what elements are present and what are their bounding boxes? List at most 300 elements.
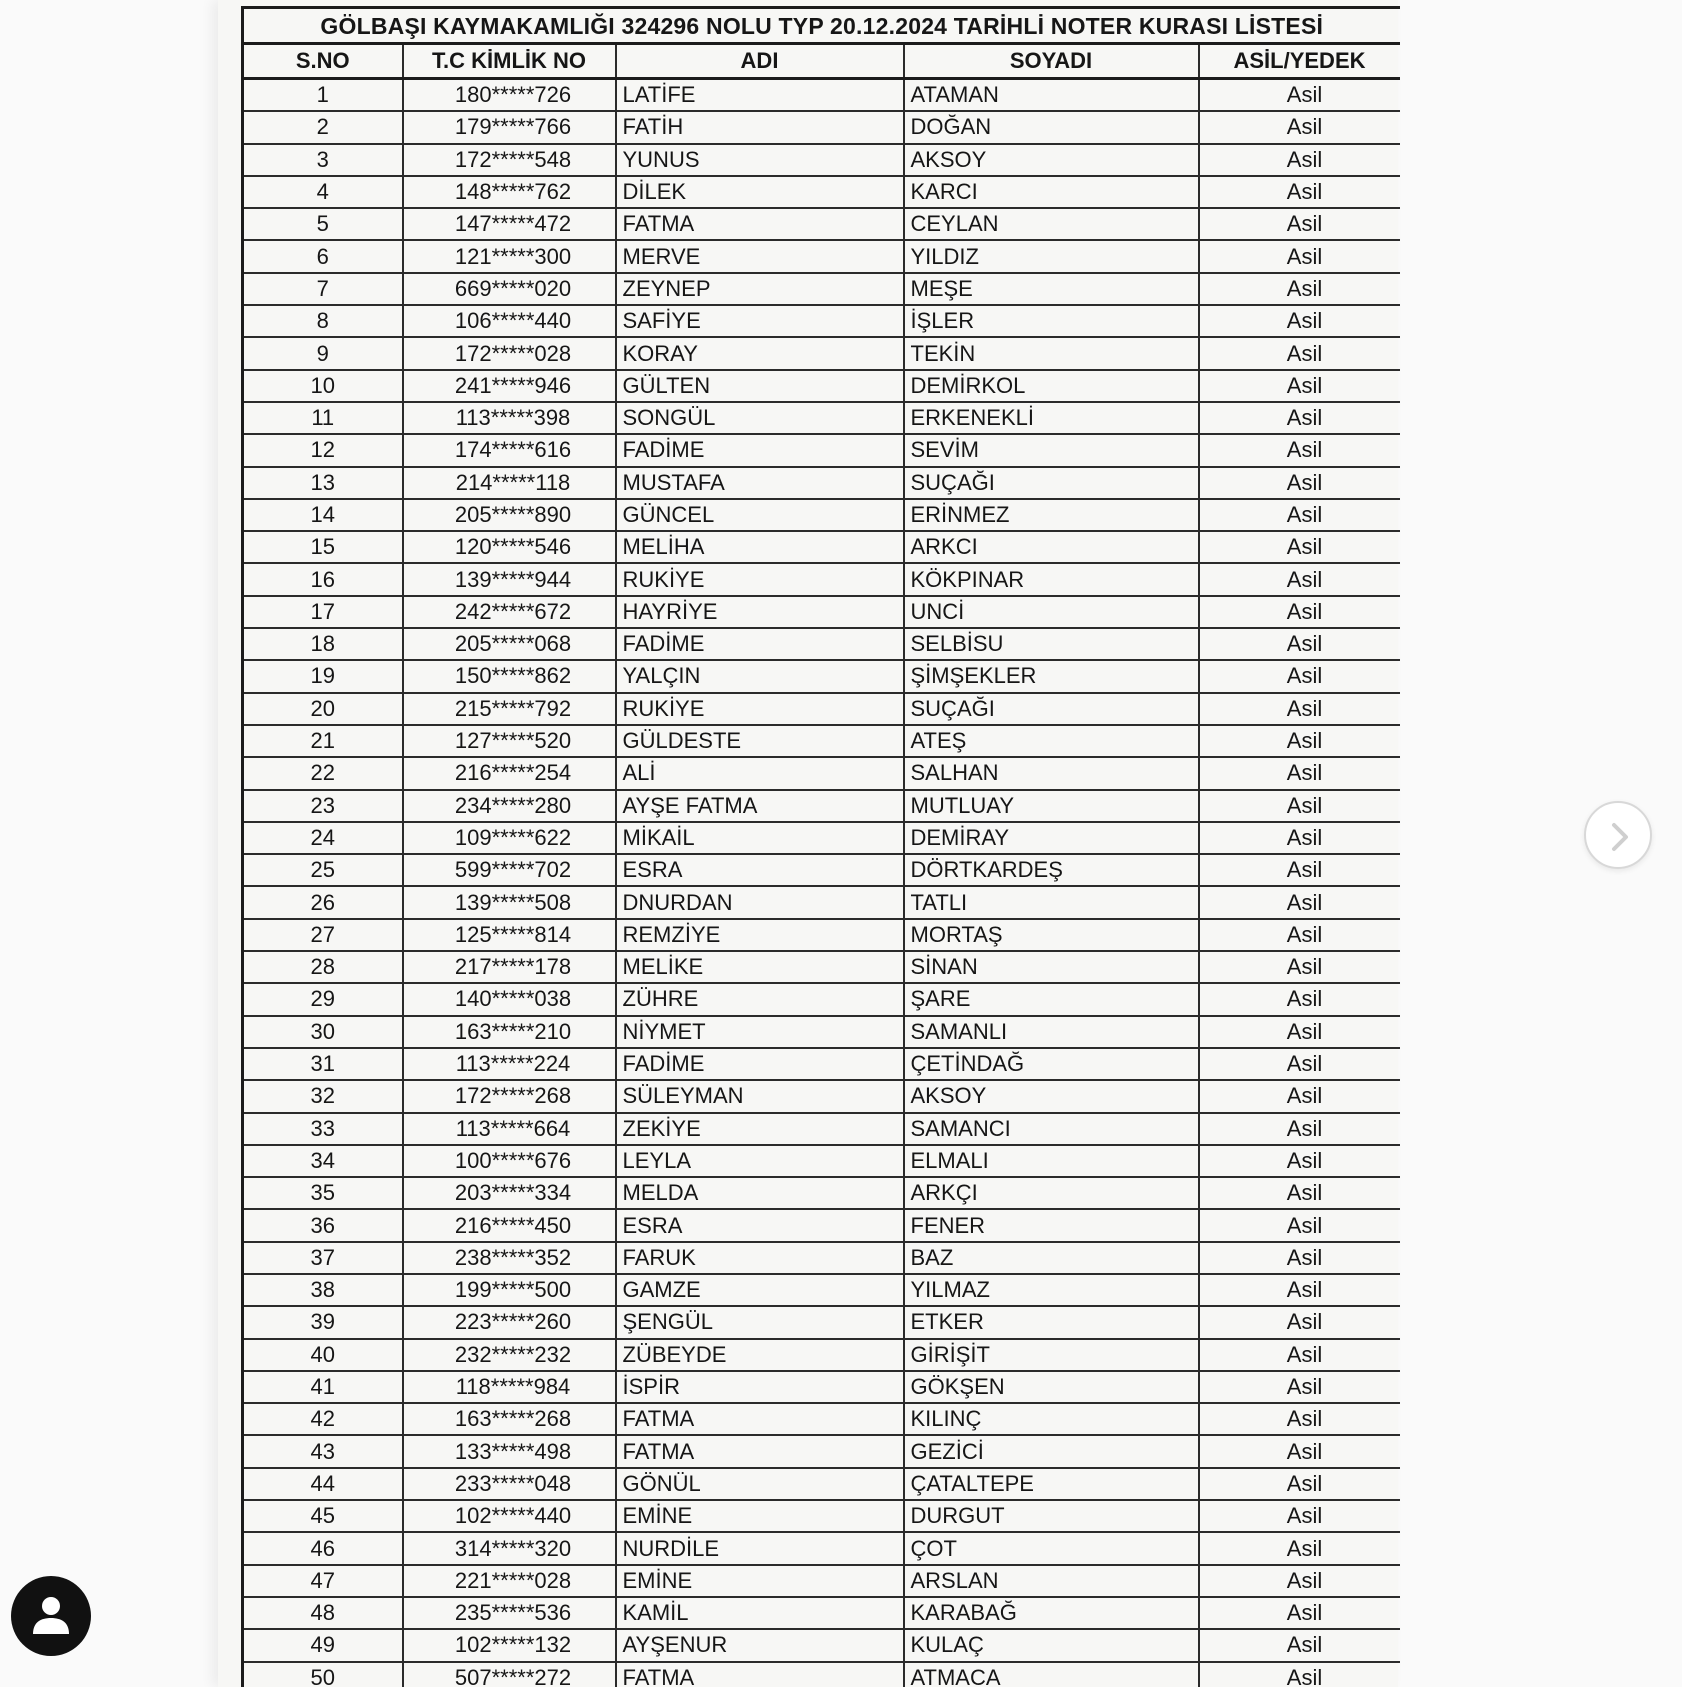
row-tc-kimlik: 216*****254 <box>403 757 616 789</box>
table-row <box>243 434 1400 466</box>
row-sno: 46 <box>243 1532 403 1564</box>
row-tc-kimlik: 241*****946 <box>403 370 616 402</box>
row-asil-yedek: Asil <box>1199 1468 1400 1500</box>
table-row <box>243 499 1400 531</box>
row-asil-yedek: Asil <box>1199 628 1400 660</box>
row-adi: SONGÜL <box>616 402 904 434</box>
row-asil-yedek: Asil <box>1199 1048 1400 1080</box>
row-sno: 6 <box>243 240 403 272</box>
row-sno: 18 <box>243 628 403 660</box>
row-asil-yedek: Asil <box>1199 1177 1400 1209</box>
row-adi: KORAY <box>616 337 904 369</box>
row-asil-yedek: Asil <box>1199 1242 1400 1274</box>
row-tc-kimlik: 669*****020 <box>403 273 616 305</box>
row-asil-yedek: Asil <box>1199 1403 1400 1435</box>
row-adi: DNURDAN <box>616 886 904 918</box>
row-soyadi: ATMACA <box>904 1662 1199 1687</box>
table-body <box>243 79 1400 1687</box>
row-adi: YALÇIN <box>616 660 904 692</box>
row-soyadi: KULAÇ <box>904 1629 1199 1661</box>
row-asil-yedek: Asil <box>1199 1274 1400 1306</box>
table-row <box>243 693 1400 725</box>
row-soyadi: SAMANCI <box>904 1113 1199 1145</box>
row-adi: NİYMET <box>616 1016 904 1048</box>
row-tc-kimlik: 113*****224 <box>403 1048 616 1080</box>
row-soyadi: ARKÇI <box>904 1177 1199 1209</box>
row-asil-yedek: Asil <box>1199 176 1400 208</box>
user-icon <box>31 1594 71 1638</box>
row-asil-yedek: Asil <box>1199 1597 1400 1629</box>
row-tc-kimlik: 140*****038 <box>403 983 616 1015</box>
row-adi: FADİME <box>616 1048 904 1080</box>
row-asil-yedek: Asil <box>1199 1306 1400 1338</box>
row-sno: 1 <box>243 79 403 112</box>
row-soyadi: ETKER <box>904 1306 1199 1338</box>
row-asil-yedek: Asil <box>1199 531 1400 563</box>
table-row <box>243 757 1400 789</box>
row-soyadi: BAZ <box>904 1242 1199 1274</box>
next-button[interactable] <box>1584 801 1652 869</box>
table-row <box>243 467 1400 499</box>
row-sno: 11 <box>243 402 403 434</box>
row-adi: GÜNCEL <box>616 499 904 531</box>
row-soyadi: KILINÇ <box>904 1403 1199 1435</box>
row-asil-yedek: Asil <box>1199 79 1400 112</box>
row-tc-kimlik: 172*****268 <box>403 1080 616 1112</box>
table-row <box>243 1080 1400 1112</box>
row-sno: 13 <box>243 467 403 499</box>
row-tc-kimlik: 314*****320 <box>403 1532 616 1564</box>
row-sno: 48 <box>243 1597 403 1629</box>
row-tc-kimlik: 234*****280 <box>403 790 616 822</box>
row-sno: 5 <box>243 208 403 240</box>
row-adi: ZEKİYE <box>616 1113 904 1145</box>
row-asil-yedek: Asil <box>1199 1339 1400 1371</box>
row-asil-yedek: Asil <box>1199 1662 1400 1687</box>
row-asil-yedek: Asil <box>1199 1435 1400 1467</box>
row-soyadi: SEVİM <box>904 434 1199 466</box>
row-soyadi: SİNAN <box>904 951 1199 983</box>
row-sno: 40 <box>243 1339 403 1371</box>
table-row <box>243 1597 1400 1629</box>
row-soyadi: MEŞE <box>904 273 1199 305</box>
row-tc-kimlik: 238*****352 <box>403 1242 616 1274</box>
row-adi: MUSTAFA <box>616 467 904 499</box>
row-adi: SAFİYE <box>616 305 904 337</box>
table-row <box>243 240 1400 272</box>
table-row <box>243 1242 1400 1274</box>
row-tc-kimlik: 180*****726 <box>403 79 616 112</box>
row-tc-kimlik: 127*****520 <box>403 725 616 757</box>
row-soyadi: YILMAZ <box>904 1274 1199 1306</box>
row-soyadi: MUTLUAY <box>904 790 1199 822</box>
row-soyadi: SELBİSU <box>904 628 1199 660</box>
row-sno: 23 <box>243 790 403 822</box>
row-asil-yedek: Asil <box>1199 370 1400 402</box>
table-row <box>243 1532 1400 1564</box>
row-sno: 12 <box>243 434 403 466</box>
column-header-sno: S.NO <box>243 44 403 79</box>
row-soyadi: GEZİCİ <box>904 1435 1199 1467</box>
row-adi: AYŞENUR <box>616 1629 904 1661</box>
row-tc-kimlik: 221*****028 <box>403 1565 616 1597</box>
row-soyadi: DOĞAN <box>904 111 1199 143</box>
row-tc-kimlik: 242*****672 <box>403 596 616 628</box>
row-soyadi: ELMALI <box>904 1145 1199 1177</box>
row-adi: FATMA <box>616 1435 904 1467</box>
row-soyadi: DEMİRKOL <box>904 370 1199 402</box>
table-row <box>243 951 1400 983</box>
row-adi: ZÜBEYDE <box>616 1339 904 1371</box>
row-tc-kimlik: 163*****268 <box>403 1403 616 1435</box>
row-sno: 19 <box>243 660 403 692</box>
row-soyadi: AKSOY <box>904 1080 1199 1112</box>
row-asil-yedek: Asil <box>1199 434 1400 466</box>
row-sno: 36 <box>243 1209 403 1241</box>
row-tc-kimlik: 199*****500 <box>403 1274 616 1306</box>
row-tc-kimlik: 217*****178 <box>403 951 616 983</box>
row-soyadi: CEYLAN <box>904 208 1199 240</box>
row-sno: 26 <box>243 886 403 918</box>
row-asil-yedek: Asil <box>1199 886 1400 918</box>
row-asil-yedek: Asil <box>1199 693 1400 725</box>
row-adi: MELDA <box>616 1177 904 1209</box>
row-sno: 35 <box>243 1177 403 1209</box>
document-title: GÖLBAŞI KAYMAKAMLIĞI 324296 NOLU TYP 20.12.2024 TARİHLİ NOTER KURASI LİSTESİ <box>243 8 1400 44</box>
row-adi: GÜLDESTE <box>616 725 904 757</box>
row-tc-kimlik: 172*****548 <box>403 144 616 176</box>
row-sno: 17 <box>243 596 403 628</box>
row-adi: ZÜHRE <box>616 983 904 1015</box>
row-tc-kimlik: 113*****398 <box>403 402 616 434</box>
row-soyadi: SUÇAĞI <box>904 467 1199 499</box>
row-sno: 10 <box>243 370 403 402</box>
row-adi: FADİME <box>616 628 904 660</box>
row-tc-kimlik: 599*****702 <box>403 854 616 886</box>
row-asil-yedek: Asil <box>1199 1113 1400 1145</box>
table-row <box>243 1145 1400 1177</box>
row-soyadi: TEKİN <box>904 337 1199 369</box>
row-sno: 8 <box>243 305 403 337</box>
row-tc-kimlik: 205*****068 <box>403 628 616 660</box>
row-tc-kimlik: 109*****622 <box>403 822 616 854</box>
row-asil-yedek: Asil <box>1199 305 1400 337</box>
row-adi: KAMİL <box>616 1597 904 1629</box>
row-adi: MERVE <box>616 240 904 272</box>
row-sno: 34 <box>243 1145 403 1177</box>
row-asil-yedek: Asil <box>1199 1209 1400 1241</box>
row-adi: RUKİYE <box>616 563 904 595</box>
row-tc-kimlik: 172*****028 <box>403 337 616 369</box>
row-asil-yedek: Asil <box>1199 1371 1400 1403</box>
row-sno: 43 <box>243 1435 403 1467</box>
row-asil-yedek: Asil <box>1199 337 1400 369</box>
row-sno: 49 <box>243 1629 403 1661</box>
column-header-ad: ADI <box>616 44 904 79</box>
row-tc-kimlik: 148*****762 <box>403 176 616 208</box>
row-sno: 30 <box>243 1016 403 1048</box>
table-row <box>243 1371 1400 1403</box>
row-adi: NURDİLE <box>616 1532 904 1564</box>
row-sno: 22 <box>243 757 403 789</box>
row-soyadi: GÖKŞEN <box>904 1371 1199 1403</box>
row-soyadi: ARKCI <box>904 531 1199 563</box>
row-tc-kimlik: 203*****334 <box>403 1177 616 1209</box>
row-adi: FATMA <box>616 208 904 240</box>
row-soyadi: SUÇAĞI <box>904 693 1199 725</box>
table-row <box>243 176 1400 208</box>
table-row <box>243 208 1400 240</box>
row-tc-kimlik: 121*****300 <box>403 240 616 272</box>
table-row <box>243 370 1400 402</box>
row-sno: 2 <box>243 111 403 143</box>
table-row <box>243 563 1400 595</box>
row-soyadi: ÇETİNDAĞ <box>904 1048 1199 1080</box>
row-adi: ESRA <box>616 854 904 886</box>
table-row <box>243 983 1400 1015</box>
row-soyadi: ERİNMEZ <box>904 499 1199 531</box>
row-soyadi: TATLI <box>904 886 1199 918</box>
row-asil-yedek: Asil <box>1199 1145 1400 1177</box>
row-tc-kimlik: 205*****890 <box>403 499 616 531</box>
chevron-right-icon <box>1606 821 1634 853</box>
row-asil-yedek: Asil <box>1199 111 1400 143</box>
row-asil-yedek: Asil <box>1199 854 1400 886</box>
row-adi: REMZİYE <box>616 919 904 951</box>
row-asil-yedek: Asil <box>1199 1532 1400 1564</box>
row-tc-kimlik: 120*****546 <box>403 531 616 563</box>
row-adi: ALİ <box>616 757 904 789</box>
table-row <box>243 1339 1400 1371</box>
table-row <box>243 531 1400 563</box>
table-row <box>243 1274 1400 1306</box>
row-adi: FATMA <box>616 1662 904 1687</box>
row-tc-kimlik: 507*****272 <box>403 1662 616 1687</box>
table-row <box>243 111 1400 143</box>
row-sno: 28 <box>243 951 403 983</box>
row-sno: 38 <box>243 1274 403 1306</box>
row-tc-kimlik: 235*****536 <box>403 1597 616 1629</box>
column-header-tc: T.C KİMLİK NO <box>403 44 616 79</box>
row-asil-yedek: Asil <box>1199 983 1400 1015</box>
row-tc-kimlik: 118*****984 <box>403 1371 616 1403</box>
table-row <box>243 725 1400 757</box>
table-row <box>243 1113 1400 1145</box>
row-sno: 20 <box>243 693 403 725</box>
row-asil-yedek: Asil <box>1199 273 1400 305</box>
row-sno: 29 <box>243 983 403 1015</box>
row-sno: 42 <box>243 1403 403 1435</box>
table-row <box>243 1177 1400 1209</box>
row-adi: MELİKE <box>616 951 904 983</box>
row-tc-kimlik: 150*****862 <box>403 660 616 692</box>
row-sno: 24 <box>243 822 403 854</box>
row-tc-kimlik: 147*****472 <box>403 208 616 240</box>
row-tc-kimlik: 214*****118 <box>403 467 616 499</box>
table-row <box>243 79 1400 112</box>
row-asil-yedek: Asil <box>1199 563 1400 595</box>
row-sno: 31 <box>243 1048 403 1080</box>
header-row <box>243 44 1400 79</box>
row-soyadi: KÖKPINAR <box>904 563 1199 595</box>
row-soyadi: ÇATALTEPE <box>904 1468 1199 1500</box>
table-row <box>243 1565 1400 1597</box>
row-sno: 44 <box>243 1468 403 1500</box>
row-adi: EMİNE <box>616 1565 904 1597</box>
row-tc-kimlik: 113*****664 <box>403 1113 616 1145</box>
row-soyadi: SALHAN <box>904 757 1199 789</box>
row-sno: 50 <box>243 1662 403 1687</box>
table-row <box>243 337 1400 369</box>
row-adi: AYŞE FATMA <box>616 790 904 822</box>
row-adi: ŞENGÜL <box>616 1306 904 1338</box>
row-adi: İSPİR <box>616 1371 904 1403</box>
row-asil-yedek: Asil <box>1199 1500 1400 1532</box>
table-row <box>243 822 1400 854</box>
row-adi: SÜLEYMAN <box>616 1080 904 1112</box>
table-row <box>243 1662 1400 1687</box>
row-sno: 47 <box>243 1565 403 1597</box>
row-adi: YUNUS <box>616 144 904 176</box>
row-sno: 21 <box>243 725 403 757</box>
row-tc-kimlik: 106*****440 <box>403 305 616 337</box>
row-sno: 27 <box>243 919 403 951</box>
row-soyadi: MORTAŞ <box>904 919 1199 951</box>
row-tc-kimlik: 215*****792 <box>403 693 616 725</box>
row-soyadi: SAMANLI <box>904 1016 1199 1048</box>
row-sno: 45 <box>243 1500 403 1532</box>
profile-avatar-button[interactable] <box>11 1576 91 1656</box>
row-tc-kimlik: 223*****260 <box>403 1306 616 1338</box>
row-adi: DİLEK <box>616 176 904 208</box>
row-asil-yedek: Asil <box>1199 660 1400 692</box>
row-soyadi: İŞLER <box>904 305 1199 337</box>
row-asil-yedek: Asil <box>1199 1565 1400 1597</box>
row-asil-yedek: Asil <box>1199 951 1400 983</box>
draw-list-table <box>241 6 1400 1687</box>
table-row <box>243 660 1400 692</box>
row-asil-yedek: Asil <box>1199 757 1400 789</box>
row-tc-kimlik: 125*****814 <box>403 919 616 951</box>
table-row <box>243 273 1400 305</box>
row-sno: 39 <box>243 1306 403 1338</box>
row-asil-yedek: Asil <box>1199 240 1400 272</box>
row-adi: GAMZE <box>616 1274 904 1306</box>
row-asil-yedek: Asil <box>1199 596 1400 628</box>
row-soyadi: ATEŞ <box>904 725 1199 757</box>
row-tc-kimlik: 100*****676 <box>403 1145 616 1177</box>
row-asil-yedek: Asil <box>1199 1016 1400 1048</box>
row-soyadi: ATAMAN <box>904 79 1199 112</box>
row-soyadi: YILDIZ <box>904 240 1199 272</box>
row-soyadi: FENER <box>904 1209 1199 1241</box>
row-soyadi: UNCİ <box>904 596 1199 628</box>
row-sno: 9 <box>243 337 403 369</box>
row-tc-kimlik: 179*****766 <box>403 111 616 143</box>
row-tc-kimlik: 233*****048 <box>403 1468 616 1500</box>
row-sno: 32 <box>243 1080 403 1112</box>
table-row <box>243 402 1400 434</box>
row-tc-kimlik: 232*****232 <box>403 1339 616 1371</box>
row-asil-yedek: Asil <box>1199 144 1400 176</box>
row-adi: RUKİYE <box>616 693 904 725</box>
row-adi: GÜLTEN <box>616 370 904 402</box>
row-asil-yedek: Asil <box>1199 919 1400 951</box>
table-row <box>243 1468 1400 1500</box>
row-asil-yedek: Asil <box>1199 402 1400 434</box>
row-tc-kimlik: 163*****210 <box>403 1016 616 1048</box>
table-row <box>243 596 1400 628</box>
row-sno: 41 <box>243 1371 403 1403</box>
row-adi: FADİME <box>616 434 904 466</box>
row-adi: GÖNÜL <box>616 1468 904 1500</box>
row-sno: 16 <box>243 563 403 595</box>
table-row <box>243 919 1400 951</box>
row-adi: LEYLA <box>616 1145 904 1177</box>
row-soyadi: AKSOY <box>904 144 1199 176</box>
row-tc-kimlik: 216*****450 <box>403 1209 616 1241</box>
row-asil-yedek: Asil <box>1199 208 1400 240</box>
row-sno: 7 <box>243 273 403 305</box>
title-row <box>243 8 1400 44</box>
row-soyadi: ÇOT <box>904 1532 1199 1564</box>
row-adi: FATMA <box>616 1403 904 1435</box>
row-tc-kimlik: 174*****616 <box>403 434 616 466</box>
row-tc-kimlik: 133*****498 <box>403 1435 616 1467</box>
column-header-asil-yedek: ASİL/YEDEK <box>1199 44 1400 79</box>
table-row <box>243 1209 1400 1241</box>
row-soyadi: DÖRTKARDEŞ <box>904 854 1199 886</box>
table-row <box>243 1048 1400 1080</box>
row-sno: 33 <box>243 1113 403 1145</box>
row-soyadi: GİRİŞİT <box>904 1339 1199 1371</box>
row-tc-kimlik: 139*****944 <box>403 563 616 595</box>
table-row <box>243 1500 1400 1532</box>
row-adi: FATİH <box>616 111 904 143</box>
table-row <box>243 790 1400 822</box>
table-row <box>243 1306 1400 1338</box>
table-row <box>243 1435 1400 1467</box>
table-row <box>243 854 1400 886</box>
row-adi: MİKAİL <box>616 822 904 854</box>
row-adi: FARUK <box>616 1242 904 1274</box>
column-header-soyad: SOYADI <box>904 44 1199 79</box>
row-soyadi: DURGUT <box>904 1500 1199 1532</box>
row-tc-kimlik: 139*****508 <box>403 886 616 918</box>
row-sno: 37 <box>243 1242 403 1274</box>
row-asil-yedek: Asil <box>1199 725 1400 757</box>
table-row <box>243 628 1400 660</box>
row-asil-yedek: Asil <box>1199 790 1400 822</box>
row-soyadi: ARSLAN <box>904 1565 1199 1597</box>
table-row <box>243 305 1400 337</box>
row-asil-yedek: Asil <box>1199 1629 1400 1661</box>
row-sno: 3 <box>243 144 403 176</box>
row-sno: 15 <box>243 531 403 563</box>
row-asil-yedek: Asil <box>1199 467 1400 499</box>
row-tc-kimlik: 102*****440 <box>403 1500 616 1532</box>
table-row <box>243 886 1400 918</box>
row-soyadi: KARABAĞ <box>904 1597 1199 1629</box>
row-soyadi: DEMİRAY <box>904 822 1199 854</box>
row-sno: 14 <box>243 499 403 531</box>
table-row <box>243 1403 1400 1435</box>
table-row <box>243 1016 1400 1048</box>
row-asil-yedek: Asil <box>1199 499 1400 531</box>
row-adi: MELİHA <box>616 531 904 563</box>
row-soyadi: KARCI <box>904 176 1199 208</box>
row-adi: HAYRİYE <box>616 596 904 628</box>
